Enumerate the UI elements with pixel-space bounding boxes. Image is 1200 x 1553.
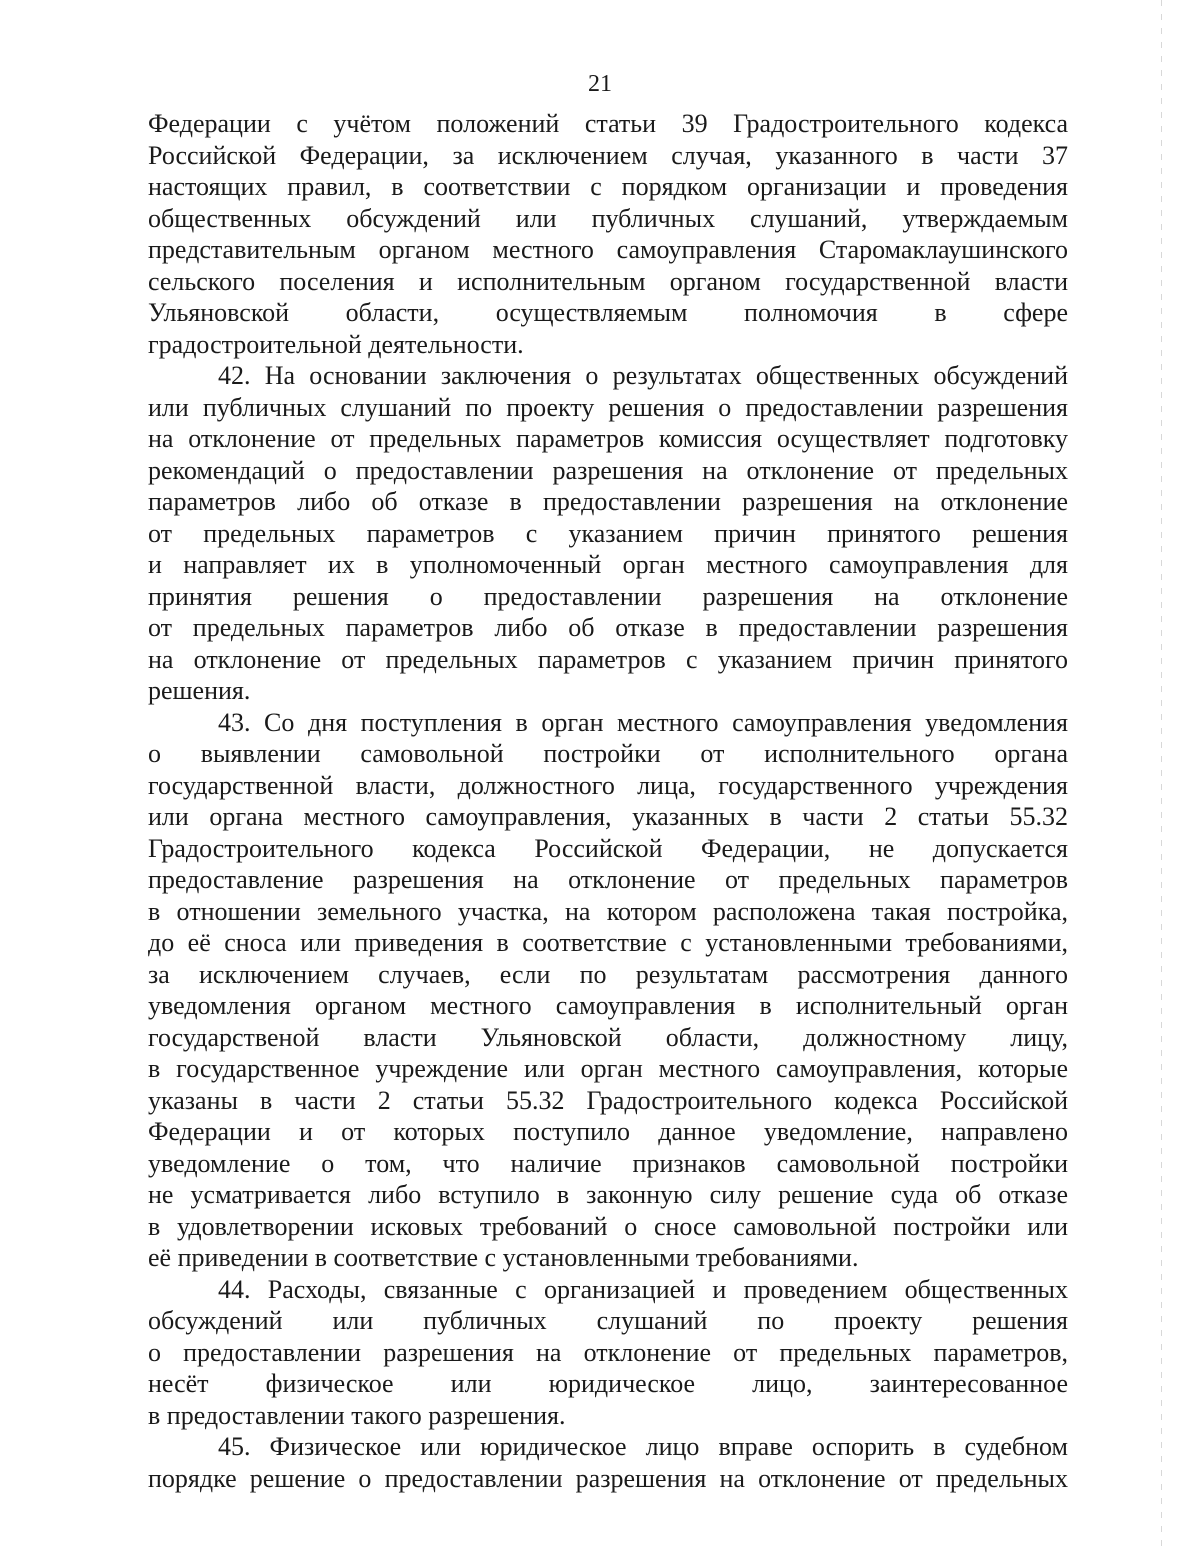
text-line: настоящих правил, в соответствии с порядком организации и проведения <box>148 172 1068 201</box>
text-line: Федерации с учётом положений статьи 39 Градостроительного кодекса <box>148 109 1068 138</box>
text-line: представительным органом местного самоуправления Старомаклаушинского <box>148 235 1068 264</box>
text-line: на отклонение от предельных параметров с указанием причин принятого <box>148 644 1068 674</box>
text-line: несёт физическое или юридическое лицо, заинтересованное <box>148 1369 1068 1398</box>
text-line: градостроительной деятельности. <box>148 329 524 359</box>
text-line: Ульяновской области, осуществляемым полномочия в сфере <box>148 298 1068 327</box>
text-line: государственой власти Ульяновской области, должностному лицу, <box>148 1022 1068 1052</box>
text-line: Градостроительного кодекса Российской Федерации, не допускается <box>148 833 1068 863</box>
page-number: 21 <box>588 71 612 97</box>
text-line: на отклонение от предельных параметров комиссия осуществляет подготовку <box>148 424 1068 453</box>
text-line: до её сноса или приведения в соответствие с установленными требованиями, <box>148 928 1068 957</box>
text-line: решения. <box>148 676 251 705</box>
text-line: в удовлетворении исковых требований о сносе самовольной постройки или <box>148 1211 1068 1241</box>
text-line: государственной власти, должностного лица, государственного учреждения <box>148 770 1068 800</box>
text-line: уведомление о том, что наличие признаков самовольной постройки <box>148 1148 1068 1178</box>
text-line: или органа местного самоуправления, указанных в части 2 статьи 55.32 <box>148 802 1068 831</box>
text-line: Российской Федерации, за исключением случая, указанного в части 37 <box>148 140 1068 170</box>
text-line: 43. Со дня поступления в орган местного самоуправления уведомления <box>218 707 1068 737</box>
paragraph-continuation <box>148 108 1068 360</box>
text-line: обсуждений или публичных слушаний по проекту решения <box>148 1306 1068 1335</box>
text-line: 45. Физическое или юридическое лицо вправе оспорить в судебном <box>218 1432 1068 1461</box>
text-line: Федерации и от которых поступило данное уведомление, направлено <box>148 1117 1068 1146</box>
text-line: или публичных слушаний по проекту решения о предоставлении разрешения <box>148 392 1068 422</box>
text-line: от предельных параметров с указанием причин принятого решения <box>148 518 1068 548</box>
scan-edge-line <box>1161 0 1162 1553</box>
text-line: 42. На основании заключения о результатах общественных обсуждений <box>218 361 1068 390</box>
text-line: уведомления органом местного самоуправления в исполнительный орган <box>148 991 1068 1020</box>
text-line: в отношении земельного участка, на котором расположена такая постройка, <box>148 896 1068 926</box>
text-line: не усматривается либо вступило в законную силу решение суда об отказе <box>148 1180 1068 1209</box>
paragraph-43 <box>148 707 1068 1274</box>
text-line: 44. Расходы, связанные с организацией и проведением общественных <box>218 1274 1068 1304</box>
text-line: и направляет их в уполномоченный орган местного самоуправления для <box>148 550 1068 579</box>
text-line: предоставление разрешения на отклонение от предельных параметров <box>148 865 1068 894</box>
text-line: о выявлении самовольной постройки от исполнительного органа <box>148 739 1068 768</box>
paragraph-42 <box>148 360 1068 707</box>
text-line: параметров либо об отказе в предоставлении разрешения на отклонение <box>148 487 1068 516</box>
paragraph-45 <box>148 1431 1068 1494</box>
paragraph-44 <box>148 1274 1068 1432</box>
text-line: в государственное учреждение или орган местного самоуправления, которые <box>148 1054 1068 1083</box>
text-line: за исключением случаев, если по результатам рассмотрения данного <box>148 959 1068 989</box>
document-body <box>148 108 1068 1494</box>
text-line: общественных обсуждений или публичных слушаний, утверждаемым <box>148 203 1068 233</box>
text-line: указаны в части 2 статьи 55.32 Градостроительного кодекса Российской <box>148 1085 1068 1115</box>
text-line: рекомендаций о предоставлении разрешения на отклонение от предельных <box>148 455 1068 485</box>
text-line: от предельных параметров либо об отказе в предоставлении разрешения <box>148 613 1068 642</box>
text-line: о предоставлении разрешения на отклонение от предельных параметров, <box>148 1337 1068 1367</box>
text-line: в предоставлении такого разрешения. <box>148 1400 566 1430</box>
text-line: сельского поселения и исполнительным органом государственной власти <box>148 266 1068 296</box>
text-line: её приведении в соответствие с установленными требованиями. <box>148 1243 859 1272</box>
text-line: порядке решение о предоставлении разрешения на отклонение от предельных <box>148 1463 1068 1493</box>
text-line: принятия решения о предоставлении разрешения на отклонение <box>148 581 1068 611</box>
